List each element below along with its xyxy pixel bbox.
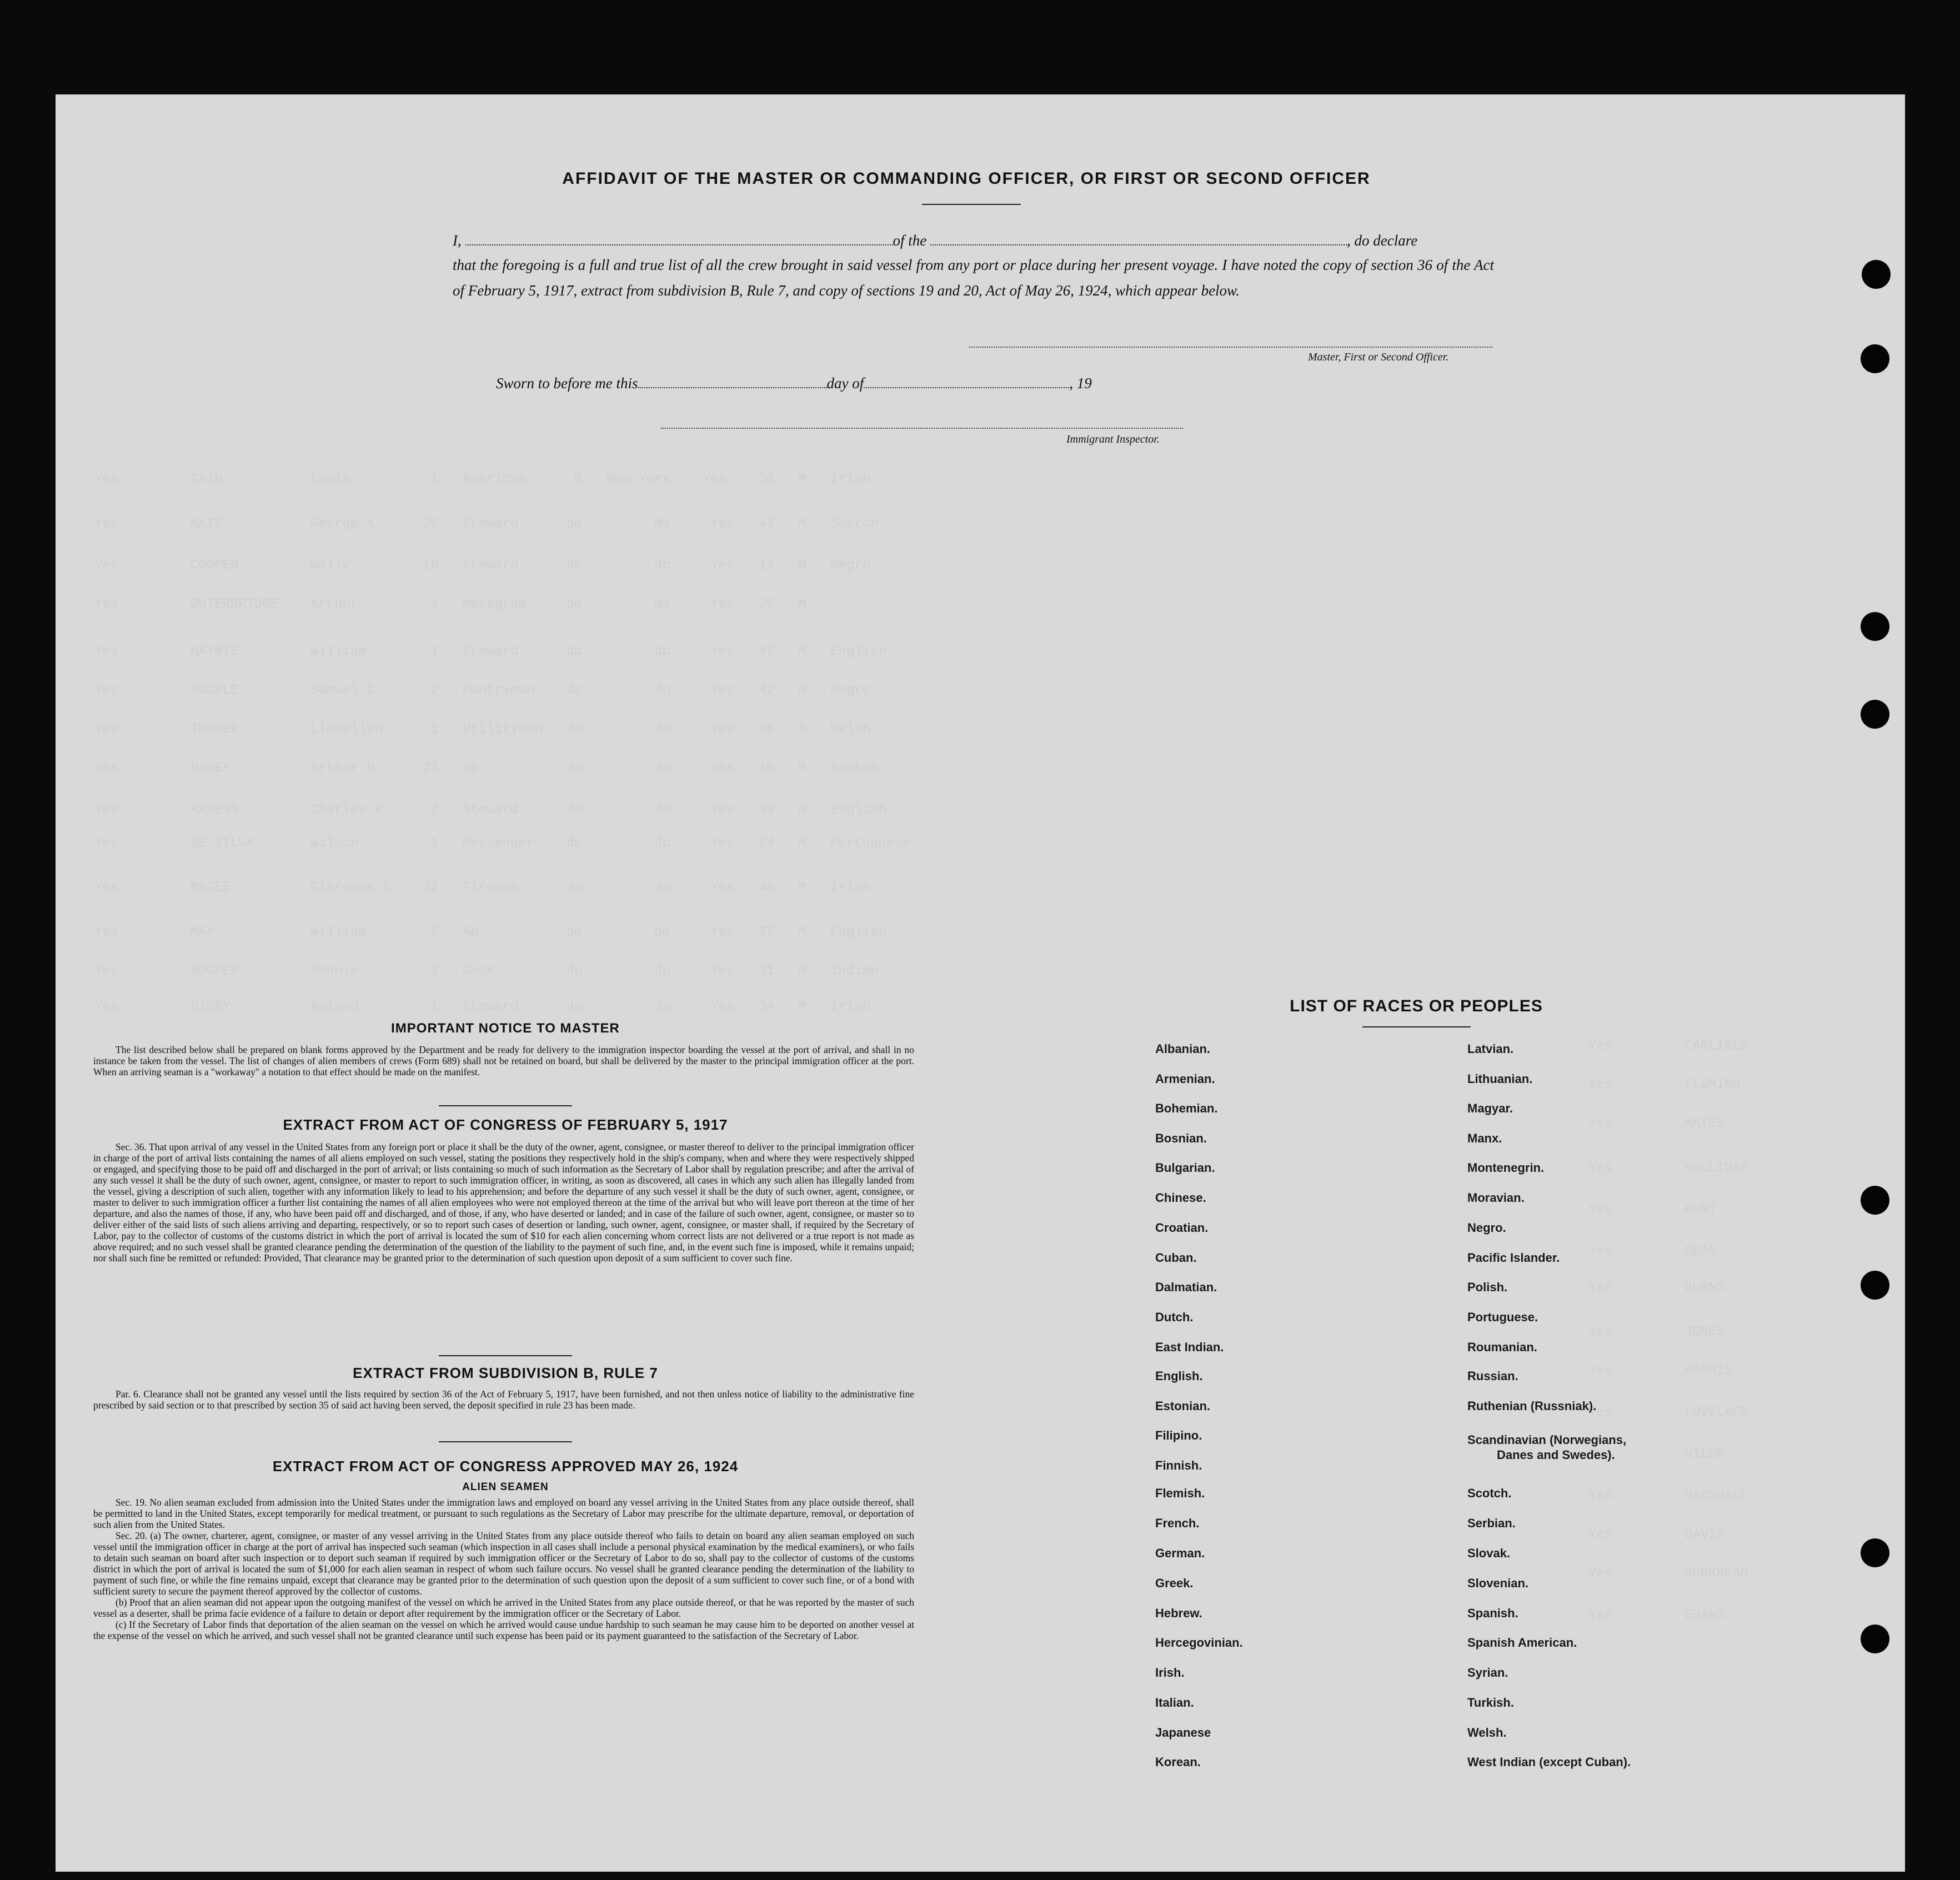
notice-title: IMPORTANT NOTICE TO MASTER — [391, 1021, 620, 1036]
binder-hole — [1862, 260, 1891, 289]
race-item: Roumanian. — [1467, 1340, 1537, 1354]
sworn-date-blank[interactable] — [638, 376, 827, 388]
race-item: French. — [1155, 1516, 1200, 1530]
race-item: Korean. — [1155, 1755, 1201, 1769]
race-item: Greek. — [1155, 1576, 1194, 1590]
race-item: Syrian. — [1467, 1666, 1508, 1680]
races-title: LIST OF RACES OR PEOPLES — [1290, 997, 1543, 1015]
declaration-of: of the — [893, 232, 927, 249]
race-item: Scandinavian (Norwegians, — [1467, 1433, 1627, 1447]
declaration-end: , do declare — [1347, 232, 1418, 249]
extract-rule7-title: EXTRACT FROM SUBDIVISION B, RULE 7 — [353, 1365, 658, 1381]
race-item: East Indian. — [1155, 1340, 1224, 1354]
sworn-year: , 19 — [1069, 375, 1092, 392]
race-item: Montenegrin. — [1467, 1161, 1545, 1175]
race-item: Japanese — [1155, 1726, 1211, 1739]
extract-1924-text — [93, 1497, 914, 1641]
race-item: Welsh. — [1467, 1726, 1507, 1739]
extract-1924-title: EXTRACT FROM ACT OF CONGRESS APPROVED MAY 26, 1924 — [272, 1458, 739, 1475]
race-item: Croatian. — [1155, 1221, 1209, 1235]
race-item: Latvian. — [1467, 1042, 1514, 1056]
sworn-day: day of — [826, 375, 864, 392]
sec-36-paragraph: Sec. 36. That upon arrival of any vessel in the United States from any foreign port or place it shall be the duty of the owner, agent, consignee, or master thereof to deliver to the principal immigration officer in charge of the port of arrival lists containing the names of all aliens employed on such vessel, stating the positions they respectively hold in the ship's company, when and where they were respectively shipped or engaged, and specifying those to be paid off and discharged in the port of arrival; or lists containing so much of such information as the Secretary of Labor shall by regulation prescribe; and after the arrival of any such vessel it shall be the duty of such owner, agent, consignee, or master to report to such immigration officer, in writing, as soon as discovered, all cases in which any such alien has illegally landed from the vessel, giving a description of such alien, together with any information likely to lead to his apprehension; and before the departure of any such vessel it shall be the duty of such owner, agent, consignee, or master to deliver to such immigration officer a further list containing the names of all alien employees who were not employed thereon at the time of the arrival but who will leave port thereon at the time of her departure, and also the names of those, if any, who have been paid off and discharged, and of those, if any, who have deserted or landed; and in case of the failure of such owner, agent, consignee, or master so to deliver either of the said lists of such aliens arriving and departing, respectively, or so to report such cases of desertion or landing, such owner, agent, consignee, or master shall, if required by the Secretary of Labor, pay to the collector of customs of the customs district in which the port of arrival is located the sum of $10 for each alien concerning whom correct lists are not delivered or a true report is not made as above required; and no such vessel shall be granted clearance pending the determination of the question of the liability to the payment of such fine, and, in the event such fine is imposed, while it remains unpaid; nor shall such fine be remitted or refunded: Provided, That clearance may be granted prior to the determination of such question upon deposit of a sum sufficient to cover such fine. — [93, 1141, 914, 1264]
extract-rule7-text — [93, 1388, 914, 1411]
race-item: Turkish. — [1467, 1696, 1514, 1709]
race-item: Chinese. — [1155, 1191, 1206, 1205]
section-divider — [439, 1441, 572, 1442]
race-item: Hercegovinian. — [1155, 1636, 1243, 1650]
race-item: Moravian. — [1467, 1191, 1525, 1205]
binder-hole — [1861, 612, 1889, 641]
race-item: Cuban. — [1155, 1251, 1197, 1265]
sworn-start: Sworn to before me this — [496, 375, 638, 392]
binder-hole — [1861, 344, 1889, 373]
race-item: Negro. — [1467, 1221, 1506, 1235]
sec-20b-paragraph: (b) Proof that an alien seaman did not appear upon the outgoing manifest of the vessel on which he arrived in the United States from any place outside thereof, or that he was reported by the master of such vessel as a deserter, shall be prima facie evidence of a failure to detain or deport after requirement by the immigration officer or the Secretary of Labor. — [93, 1597, 914, 1619]
race-item: Lithuanian. — [1467, 1072, 1533, 1086]
master-signature-label: Master, First or Second Officer. — [1308, 351, 1449, 363]
race-item-continuation: Danes and Swedes). — [1497, 1448, 1615, 1462]
race-item: West Indian (except Cuban). — [1467, 1755, 1631, 1769]
binder-hole — [1861, 1538, 1889, 1567]
race-item: Italian. — [1155, 1696, 1194, 1709]
name-blank[interactable] — [465, 233, 893, 245]
race-item: Armenian. — [1155, 1072, 1215, 1086]
race-item: Irish. — [1155, 1666, 1185, 1680]
race-item: English. — [1155, 1369, 1203, 1383]
binder-hole — [1861, 1271, 1889, 1300]
race-item: Spanish. — [1467, 1606, 1518, 1620]
race-item: Filipino. — [1155, 1428, 1202, 1442]
sworn-month-blank[interactable] — [864, 376, 1069, 388]
race-item: Estonian. — [1155, 1399, 1211, 1413]
race-item: Bulgarian. — [1155, 1161, 1215, 1175]
section-divider — [439, 1105, 572, 1106]
race-item: Russian. — [1467, 1369, 1518, 1383]
binder-hole — [1861, 700, 1889, 729]
sworn-line — [496, 375, 1092, 392]
section-divider — [439, 1355, 572, 1356]
race-item: German. — [1155, 1546, 1205, 1560]
extract-1917-title: EXTRACT FROM ACT OF CONGRESS OF FEBRUARY 5, 1917 — [283, 1116, 728, 1133]
race-item: Serbian. — [1467, 1516, 1516, 1530]
race-item: Bosnian. — [1155, 1131, 1207, 1145]
binder-hole — [1861, 1625, 1889, 1653]
race-item: Hebrew. — [1155, 1606, 1202, 1620]
race-item: Magyar. — [1467, 1101, 1513, 1115]
affidavit-declaration — [453, 228, 1494, 253]
title-divider — [922, 204, 1021, 205]
race-item: Manx. — [1467, 1131, 1502, 1145]
par-6-paragraph: Par. 6. Clearance shall not be granted any vessel until the lists required by section 36 of the Act of February 5, 1917, have been furnished, and not then unless notice of liability to the administrative fine prescribed by said section or to that prescribed by section 35 of said act having been served, the deposit specified in rule 23 has been made. — [93, 1388, 914, 1411]
extract-1917-text — [93, 1141, 914, 1264]
notice-paragraph: The list described below shall be prepared on blank forms approved by the Department and be ready for delivery to the immigration inspector boarding the vessel at the port of arrival, and shall in no instance be taken from the vessel. The list of changes of alien members of crews (Form 689) shall not be retained on board, but shall be delivered by the master to the principal immigration officer at the port. When an arriving seaman is a "workaway" a notation to that effect should be made on the manifest. — [93, 1044, 914, 1077]
race-item: Scotch. — [1467, 1486, 1512, 1500]
race-item: Slovak. — [1467, 1546, 1511, 1560]
alien-seamen-subtitle: ALIEN SEAMEN — [462, 1481, 549, 1493]
race-item: Slovenian. — [1467, 1576, 1529, 1590]
race-item: Ruthenian (Russniak). — [1467, 1399, 1597, 1413]
affidavit-body: that the foregoing is a full and true list of all the crew brought in said vessel from any port or place during her present voyage. I have noted the copy of section 36 of the Act of February 5, 1917, extract from subdivision B, Rule 7, and copy of sections 19 and 20, Act of May 26, 1924, which appear below. — [453, 257, 1494, 299]
master-signature-line[interactable] — [969, 347, 1492, 348]
sec-20c-paragraph: (c) If the Secretary of Labor finds that deportation of the alien seaman on the vessel on which he arrived would cause undue hardship to such seaman he may cause him to be deported on another vessel at the expense of the vessel on which he arrived, and such vessel shall not be granted clearance until such expense has been paid or its payment guaranteed to the satisfaction of the Secretary of Labor. — [93, 1619, 914, 1641]
affidavit-title: AFFIDAVIT OF THE MASTER OR COMMANDING OFFICER, OR FIRST OR SECOND OFFICER — [562, 169, 1371, 188]
race-item: Portuguese. — [1467, 1310, 1538, 1324]
notice-text — [93, 1044, 914, 1077]
declaration-start: I, — [453, 232, 462, 249]
binder-hole — [1861, 1186, 1889, 1215]
sec-19-paragraph: Sec. 19. No alien seaman excluded from admission into the United States under the immigration laws and employed on board any vessel arriving in the United States from any place outside thereof, shall be permitted to land in the United States, except temporarily for medical treatment, or pursuant to such regulations as the Secretary of Labor may prescribe for the ultimate departure, removal, or deportation of such alien from the United States. — [93, 1497, 914, 1530]
inspector-signature-line[interactable] — [661, 428, 1183, 429]
vessel-blank[interactable] — [930, 233, 1347, 245]
races-divider — [1362, 1026, 1471, 1027]
race-item: Spanish American. — [1467, 1636, 1577, 1650]
race-item: Bohemian. — [1155, 1101, 1218, 1115]
inspector-signature-label: Immigrant Inspector. — [1066, 433, 1160, 445]
race-item: Pacific Islander. — [1467, 1251, 1560, 1265]
race-item: Dalmatian. — [1155, 1280, 1217, 1294]
race-item: Flemish. — [1155, 1486, 1205, 1500]
race-item: Dutch. — [1155, 1310, 1194, 1324]
race-item: Albanian. — [1155, 1042, 1211, 1056]
race-item: Polish. — [1467, 1280, 1508, 1294]
sec-20a-paragraph: Sec. 20. (a) The owner, charterer, agent, consignee, or master of any vessel arriving in the United States from any place outside thereof who fails to detain on board any alien seaman employed on such vessel until the immigration officer in charge at the port of arrival has inspected such seaman (which inspection in all cases shall include a personal physical examination by the medical examiners), or who fails to detain such seaman on board after such inspection or to deport such seaman if required by such immigration officer or the Secretary of Labor to do so, shall pay to the collector of customs of the customs district in which the port of arrival is located the sum of $1,000 for each alien seaman in respect of whom such failure occurs. No vessel shall be granted clearance pending the determination of the liability to payment of such fine, or while the fine remains unpaid, except that clearance may be granted prior to the determination of such question upon the deposit of a sum sufficient to cover such fine, or of a bond with sufficient surety to secure the payment thereof approved by the collector of customs. — [93, 1530, 914, 1597]
race-item: Finnish. — [1155, 1458, 1202, 1472]
